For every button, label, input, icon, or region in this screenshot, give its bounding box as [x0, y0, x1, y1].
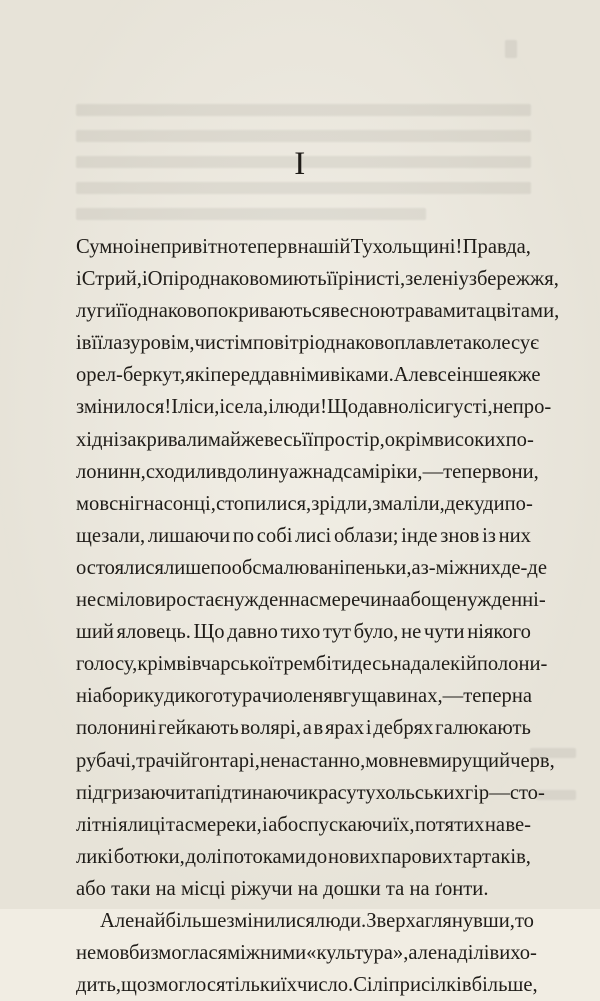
word: нашій	[297, 236, 351, 258]
word: і	[262, 813, 268, 836]
word: тут	[322, 621, 352, 644]
word: сніг	[109, 492, 144, 515]
word: до	[306, 845, 328, 868]
word: лисі	[295, 524, 332, 547]
word: Але	[393, 364, 429, 387]
word: них	[498, 524, 531, 547]
word: полони-	[476, 653, 548, 676]
word: що	[121, 974, 148, 997]
word: та	[453, 332, 473, 355]
word: цвітами,	[485, 300, 560, 323]
word: Сіл	[353, 974, 383, 997]
text-line	[76, 712, 531, 744]
word: Що	[326, 396, 359, 419]
word: немовби	[76, 942, 151, 965]
word: дебрях	[373, 717, 434, 740]
word: змінилися	[226, 909, 315, 932]
word: смереки,	[184, 813, 262, 836]
word: по-	[505, 428, 534, 451]
word: тухольських	[356, 781, 465, 804]
word: повітрі	[252, 332, 315, 355]
word: галюкають	[435, 717, 531, 740]
word: мов	[76, 492, 110, 515]
word: красу	[308, 781, 357, 804]
word: і	[133, 236, 140, 258]
word: ликі	[76, 845, 114, 868]
word: сто-	[509, 781, 545, 804]
word: аж	[289, 460, 313, 483]
word: Сумно	[76, 236, 134, 258]
word: вихо-	[489, 942, 537, 965]
word: давніми	[260, 364, 331, 387]
word: узбережжя,	[458, 268, 559, 291]
word: як	[185, 364, 205, 387]
word: її	[301, 428, 314, 451]
word: змінилося!	[76, 396, 172, 419]
word: число.	[296, 974, 354, 997]
word: її	[91, 332, 103, 355]
word: них	[468, 556, 501, 579]
word: гейкають	[158, 717, 239, 740]
word: черв,	[510, 749, 555, 772]
word: закривали	[119, 428, 208, 451]
text-line	[76, 424, 534, 456]
word: тепер	[238, 236, 288, 258]
word: облази;	[333, 524, 399, 547]
word: непро-	[492, 396, 552, 419]
text-line	[76, 680, 531, 712]
word: гонтарі,	[191, 749, 260, 772]
word: рику	[122, 685, 165, 708]
word: в	[81, 332, 92, 355]
word: з-між	[420, 556, 469, 579]
text-line	[76, 777, 545, 809]
word: ялиці	[118, 813, 166, 836]
word: ліси	[408, 396, 445, 419]
word: щезали,	[76, 524, 146, 547]
word: І	[171, 396, 179, 419]
text-line	[76, 456, 539, 488]
word: а	[411, 556, 421, 579]
word: не	[401, 621, 422, 644]
word: потоками	[222, 845, 306, 868]
chapter-heading: I	[294, 146, 306, 182]
word: весь	[264, 428, 302, 451]
word: непривітно	[140, 236, 239, 258]
word: Правда,	[462, 236, 531, 258]
word: луги	[76, 300, 117, 323]
word: Опір	[147, 268, 190, 291]
word: потятих	[414, 813, 485, 836]
word: покриваються	[206, 300, 331, 323]
word: же	[517, 364, 541, 387]
word: декуди	[444, 492, 505, 515]
word: зелені	[405, 268, 459, 291]
word: чи	[261, 685, 283, 708]
word: де-де	[500, 556, 548, 579]
text-line: або таки на місці ріжучи на дошки та на ґонти.	[76, 877, 489, 900]
word: на	[511, 685, 533, 708]
word: пеньки,	[344, 556, 412, 579]
word: лише	[163, 556, 211, 579]
word: ні	[76, 685, 93, 708]
word: із	[482, 524, 496, 547]
word: дикого	[164, 685, 224, 708]
word: і	[268, 396, 274, 419]
word: давно	[358, 396, 409, 419]
word: в	[313, 717, 324, 740]
word: ненастанно,	[259, 749, 366, 772]
word: оленя	[282, 685, 333, 708]
word: найбільше	[134, 909, 227, 932]
word: однаково	[127, 300, 207, 323]
word: або	[401, 589, 432, 612]
word: парових	[381, 845, 453, 868]
word: вдолину	[216, 460, 290, 483]
word: але	[408, 942, 438, 965]
word: і	[141, 268, 148, 291]
word: ліси,	[178, 396, 220, 419]
word: спускаючи	[298, 813, 393, 836]
word: знов	[440, 524, 480, 547]
word: в	[332, 685, 343, 708]
word: все	[428, 364, 457, 387]
word: ве-	[505, 813, 531, 836]
word: підгризаючи	[76, 781, 187, 804]
word: самі	[343, 460, 381, 483]
word: перед	[210, 364, 261, 387]
word: плавле	[394, 332, 454, 355]
word: їх,	[393, 813, 415, 836]
paragraph-1	[76, 231, 560, 905]
word: вони,	[491, 460, 539, 483]
word: або	[268, 813, 299, 836]
word: окрім	[384, 428, 435, 451]
word: Стрий,	[81, 268, 142, 291]
word: лазуровім,	[102, 332, 195, 355]
word: в	[287, 236, 298, 258]
word: чути	[423, 621, 465, 644]
word: тільки	[225, 974, 281, 997]
word: високих	[434, 428, 506, 451]
word: однаково	[189, 268, 270, 291]
word: і	[219, 396, 226, 419]
word: стопилися,	[215, 492, 312, 515]
word: ділі	[457, 942, 490, 965]
word: тура	[223, 685, 262, 708]
word: —	[489, 781, 510, 804]
word: Зверха	[366, 909, 425, 932]
word: гущавинах,	[342, 685, 443, 708]
word: пообсмалювані	[210, 556, 345, 579]
word: весною	[330, 300, 396, 323]
word: змоглася	[150, 942, 228, 965]
text-line	[76, 263, 559, 295]
word: дить,	[76, 974, 122, 997]
word: та	[186, 781, 205, 804]
word: сходили	[145, 460, 217, 483]
word: було,	[353, 621, 399, 644]
text-line	[76, 648, 548, 680]
word: їх	[280, 974, 297, 997]
word: на	[390, 653, 411, 676]
word: а	[302, 717, 312, 740]
text-line	[76, 745, 555, 777]
word: орел-беркут,	[76, 364, 186, 387]
word: чистім	[194, 332, 253, 355]
word: літні	[76, 813, 118, 836]
word: гір	[464, 781, 490, 804]
text-line	[76, 584, 546, 616]
word: села,	[225, 396, 269, 419]
word: та	[466, 300, 486, 323]
text-line	[76, 231, 531, 263]
word: на	[484, 813, 505, 836]
word: між	[227, 942, 261, 965]
word: остоялися	[76, 556, 164, 579]
word: волярі,	[240, 717, 301, 740]
text-line	[76, 841, 531, 873]
word: невмирущий	[398, 749, 511, 772]
word: над	[312, 460, 344, 483]
word: ший	[76, 621, 114, 644]
word: несміло	[76, 589, 146, 612]
word: на	[143, 492, 164, 515]
word: трембіти	[274, 653, 353, 676]
word: голосу,	[76, 653, 138, 676]
word: змаліли,	[372, 492, 445, 515]
word: й	[180, 749, 192, 772]
word: ріки,	[380, 460, 423, 483]
word: її	[116, 300, 128, 323]
text-line	[76, 937, 537, 969]
word: тихо	[280, 621, 321, 644]
word: Але	[100, 909, 135, 932]
word: собі	[256, 524, 293, 547]
word: Що	[193, 621, 225, 644]
word: тартаків,	[453, 845, 531, 868]
word: ще	[431, 589, 457, 612]
text-line	[76, 295, 560, 327]
word: нових	[327, 845, 381, 868]
word: долі	[185, 845, 223, 868]
word: люди.	[314, 909, 367, 932]
word: нужденна	[223, 589, 310, 612]
word: трачі	[136, 749, 181, 772]
word: тепер	[443, 460, 492, 483]
text-line	[76, 359, 541, 391]
word: однаково	[314, 332, 395, 355]
word: віками.	[330, 364, 394, 387]
word: нужденні-	[456, 589, 546, 612]
word: і	[204, 364, 211, 387]
word: вівчарської	[176, 653, 275, 676]
word: колесує	[472, 332, 540, 355]
main-text	[76, 231, 560, 1001]
word: далекій	[410, 653, 477, 676]
word: Тухольщині!	[350, 236, 463, 258]
text-line	[76, 809, 531, 841]
text-line	[76, 327, 540, 359]
word: глянувши,	[424, 909, 515, 932]
text-line	[76, 616, 531, 648]
word: ярах	[324, 717, 365, 740]
word: її	[326, 268, 339, 291]
word: полонині	[76, 717, 157, 740]
word: ніякого	[467, 621, 531, 644]
word: виростає	[145, 589, 224, 612]
text-line	[76, 520, 531, 552]
text-line	[76, 969, 538, 1001]
word: десь	[352, 653, 391, 676]
word: змоглося	[147, 974, 226, 997]
word: лонинн,	[76, 460, 146, 483]
word: простір,	[313, 428, 385, 451]
word: по	[232, 524, 255, 547]
word: рінисті,	[338, 268, 406, 291]
word: інше	[456, 364, 498, 387]
word: тепер	[463, 685, 512, 708]
word: і	[76, 332, 82, 355]
word: по-	[504, 492, 533, 515]
text-line	[76, 552, 548, 584]
word: сонці,	[163, 492, 216, 515]
word: густі,	[444, 396, 493, 419]
word: то	[514, 909, 534, 932]
text-line	[76, 488, 531, 520]
word: і	[76, 268, 82, 291]
word: більше,	[471, 974, 538, 997]
word: або	[92, 685, 123, 708]
paragraph-2	[76, 905, 538, 1001]
word: яловець.	[116, 621, 191, 644]
word: «культура»,	[306, 942, 409, 965]
word: люди!	[273, 396, 327, 419]
word: лишаючи	[147, 524, 231, 547]
word: на	[437, 942, 458, 965]
text-line	[76, 905, 534, 937]
word: підтинаючи	[204, 781, 309, 804]
word: ботюки,	[113, 845, 185, 868]
word: та	[166, 813, 185, 836]
word: —	[442, 685, 464, 708]
word: присілків	[388, 974, 472, 997]
word: як	[497, 364, 518, 387]
word: мов	[365, 749, 399, 772]
word: смеречина	[309, 589, 402, 612]
word: ними	[260, 942, 307, 965]
word: майже	[207, 428, 265, 451]
text-line	[76, 391, 552, 423]
word: і	[382, 974, 389, 997]
word: крім	[137, 653, 177, 676]
word: рубачі,	[76, 749, 137, 772]
word: миють	[269, 268, 327, 291]
word: інде	[401, 524, 438, 547]
word: зрідли,	[311, 492, 373, 515]
word: хідні	[76, 428, 120, 451]
word: давно	[227, 621, 278, 644]
word: і	[365, 717, 372, 740]
word: —	[422, 460, 444, 483]
word: травами	[395, 300, 467, 323]
